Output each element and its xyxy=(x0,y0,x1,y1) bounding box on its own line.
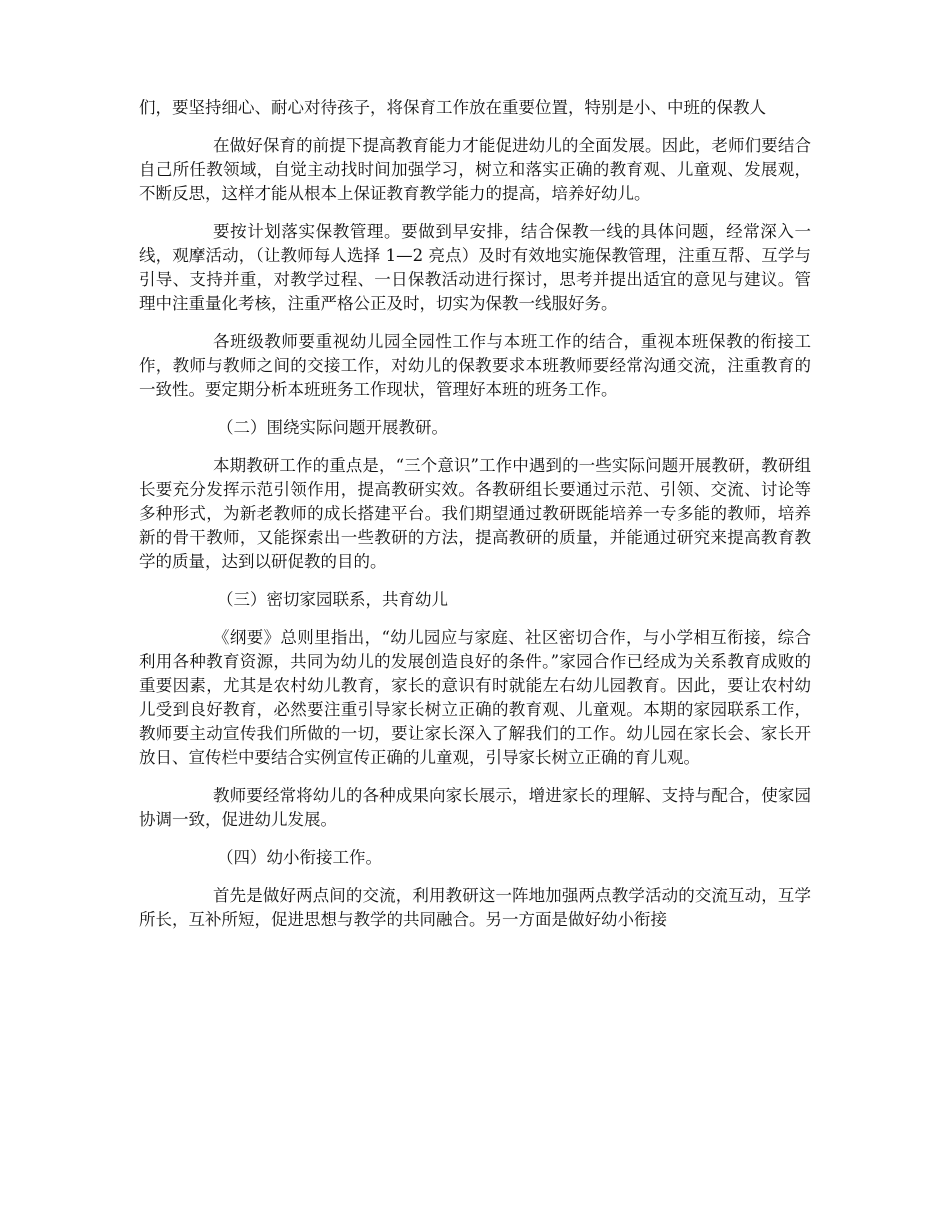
paragraph-education-ability: 在做好保育的前提下提高教育能力才能促进幼儿的全面发展。因此，老师们要结合自己所任教领域，自觉主动找时间加强学习，树立和落实正确的教育观、儿童观、发展观，不断反思，这样才能从根本上保证教育教学能力的提高，培养好幼儿。 xyxy=(139,136,811,203)
paragraph-class-coordination: 各班级教师要重视幼儿园全园性工作与本班工作的结合，重视本班保教的衔接工作，教师与教师之间的交接工作，对幼儿的保教要求本班教师要经常沟通交流，注重教育的一致性。要定期分析本班班务工作现状，管理好本班的班务工作。 xyxy=(139,332,811,399)
paragraph-showcase-results: 教师要经常将幼儿的各种成果向家长展示，增进家长的理解、支持与配合，使家园协调一致，促进幼儿发展。 xyxy=(139,786,811,829)
section-heading-transition: （四）幼小衔接工作。 xyxy=(217,848,382,867)
document-body xyxy=(139,96,811,946)
paragraph-teaching-research: 本期教研工作的重点是，“三个意识”工作中遇到的一些实际问题开展教研，教研组长要充分发挥示范引领作用，提高教研实效。各教研组长要通过示范、引领、交流、讨论等多种形式，为新老教师的成长搭建平台。我们期望通过教研既能培养一专多能的教师，培养新的骨干教师，又能探索出一些教研的方法，提高教研的质量，并能通过研究来提高教育教学的质量，达到以研促教的目的。 xyxy=(139,456,811,571)
section-heading-teaching-research: （二）围绕实际问题开展教研。 xyxy=(217,418,448,437)
paragraph-care-management: 要按计划落实保教管理。要做到早安排，结合保教一线的具体问题，经常深入一线，观摩活动，（让教师每人选择 1—2 亮点）及时有效地实施保教管理，注重互帮、互学与引导、支持并重，对教学过程、一日保教活动进行探讨，思考并提出适宜的意见与建议。管理中注重量化考核，注重严格公正及时，切实为保教一线服好务。 xyxy=(139,222,811,313)
section-heading-home-school: （三）密切家园联系，共育幼儿 xyxy=(217,590,448,609)
paragraph-transition: 首先是做好两点间的交流，利用教研这一阵地加强两点教学活动的交流互动，互学所长，互补所短，促进思想与教学的共同融合。另一方面是做好幼小衔接 xyxy=(139,886,811,929)
paragraph-home-school: 《纲要》总则里指出，“幼儿园应与家庭、社区密切合作，与小学相互衔接，综合利用各种教育资源，共同为幼儿的发展创造良好的条件。”家园合作已经成为关系教育成败的重要因素，尤其是农村幼儿教育，家长的意识有时就能左右幼儿园教育。因此，要让农村幼儿受到良好教育，必然要注重引导家长树立正确的教育观、儿童观。本期的家园联系工作，教师要主动宣传我们所做的一切，要让家长深入了解我们的工作。幼儿园在家长会、家长开放日、宣传栏中要结合实例宣传正确的儿童观，引导家长树立正确的育儿观。 xyxy=(139,628,811,767)
paragraph-continuation: 们，要坚持细心、耐心对待孩子，将保育工作放在重要位置，特别是小、中班的保教人 xyxy=(139,98,766,117)
